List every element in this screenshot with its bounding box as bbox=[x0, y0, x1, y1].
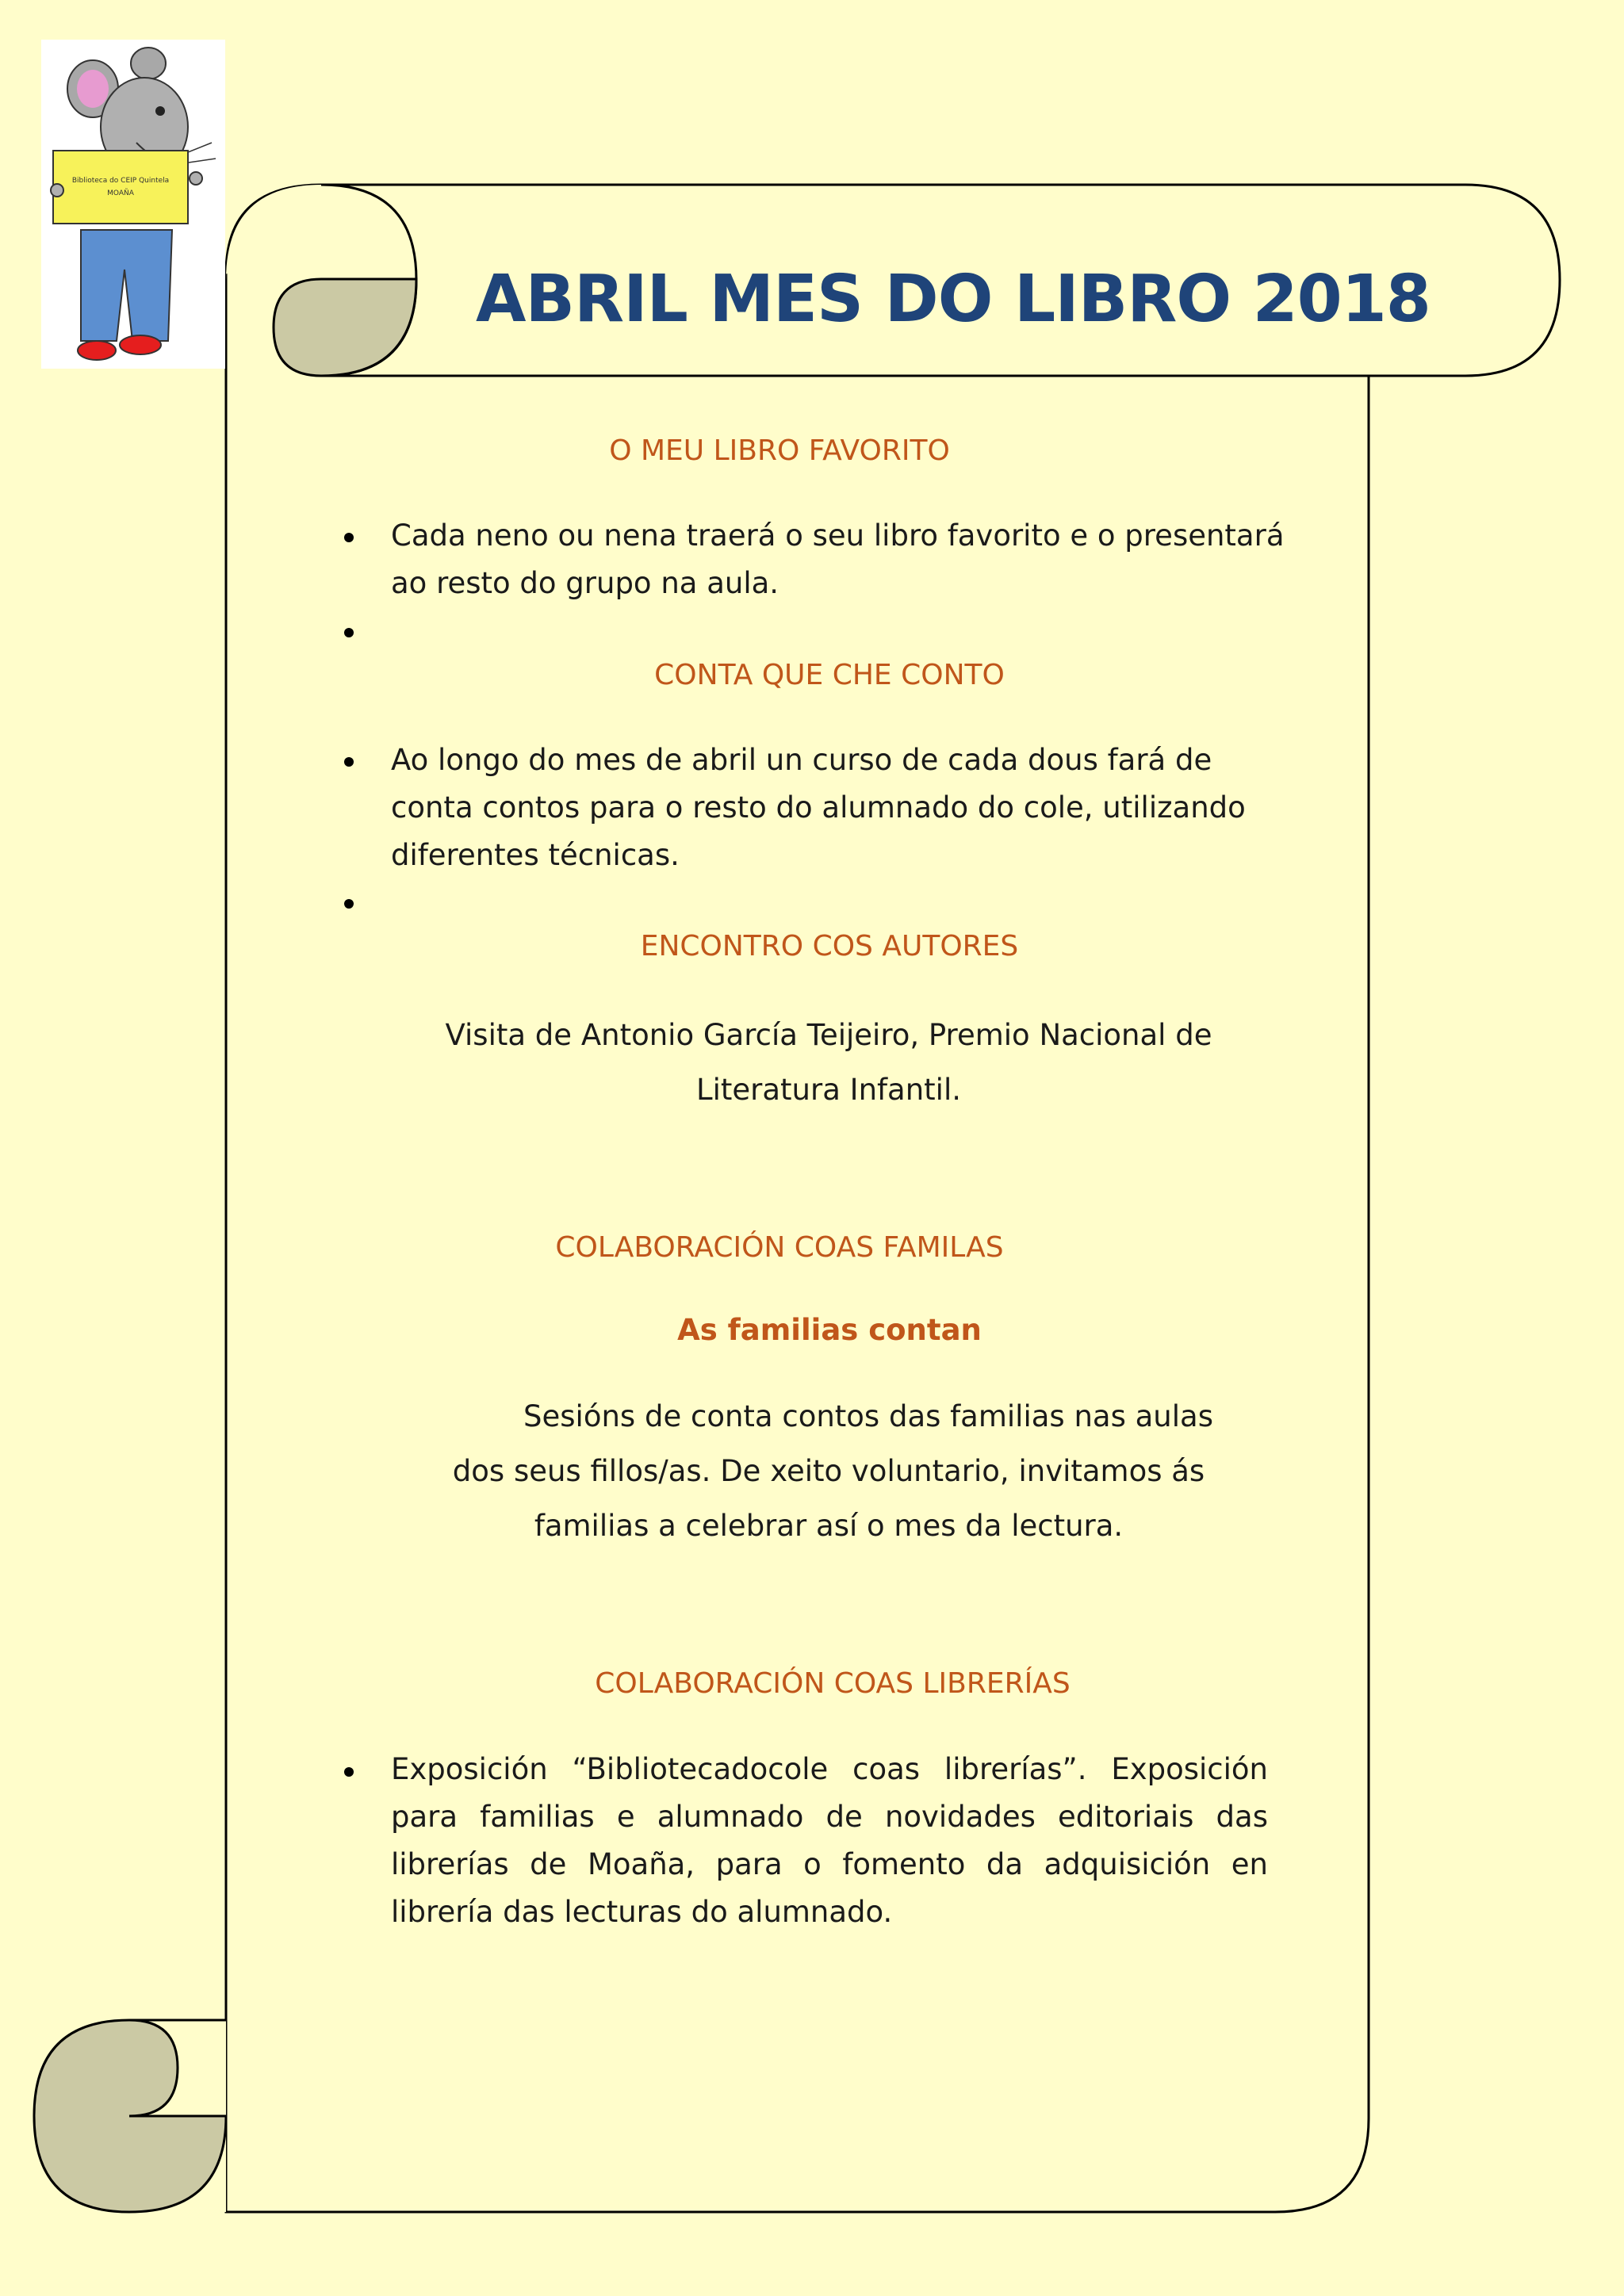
badge-line-1: Biblioteca do CEIP Quintela bbox=[71, 177, 170, 185]
heading-colaboracion-librerias: COLABORACIÓN COAS LIBRERÍAS bbox=[595, 1667, 1071, 1700]
heading-conta-que-che-conto: CONTA QUE CHE CONTO bbox=[654, 659, 1005, 691]
heading-colaboracion-familias: COLABORACIÓN COAS FAMILAS bbox=[555, 1231, 1004, 1264]
library-mascot-logo bbox=[41, 40, 225, 369]
mouse-mascot-icon bbox=[41, 40, 225, 369]
badge-line-2: MOAÑA bbox=[107, 189, 134, 197]
bullet bbox=[344, 1767, 354, 1777]
bullet bbox=[344, 533, 354, 542]
item-colaboracion-librerias: Exposición “Bibliotecadocole coas librerías”. Exposición para familias e alumnado de novidades editoriais das librerías de Moaña, para o fomento da adquisición en librería das lecturas do alumnado. bbox=[391, 1752, 1268, 1929]
text-encontro-cos-autores: Visita de Antonio García Teijeiro, Premio Nacional de Literatura Infantil. bbox=[445, 1018, 1212, 1107]
bullet bbox=[344, 757, 354, 767]
heading-libro-favorito: O MEU LIBRO FAVORITO bbox=[609, 434, 950, 467]
bullet-empty bbox=[344, 628, 354, 637]
text-colaboracion-familias: Sesións de conta contos das familias nas aulas dos seus fillos/as. De xeito voluntario, invitamos ás familias a celebrar así o mes da lectura. bbox=[452, 1399, 1213, 1543]
heading-encontro-cos-autores: ENCONTRO COS AUTORES bbox=[640, 930, 1019, 962]
item-libro-favorito: Cada neno ou nena traerá o seu libro favorito e o presentará ao resto do grupo na aula. bbox=[391, 519, 1285, 600]
subheading-familias-contan: As familias contan bbox=[677, 1313, 982, 1347]
bullet-empty bbox=[344, 899, 354, 909]
page-title: ABRIL MES DO LIBRO 2018 bbox=[476, 262, 1431, 337]
item-conta-que-che-conto: Ao longo do mes de abril un curso de cada dous fará de conta contos para o resto do alumnado do cole, utilizando diferentes técnicas. bbox=[391, 743, 1246, 872]
